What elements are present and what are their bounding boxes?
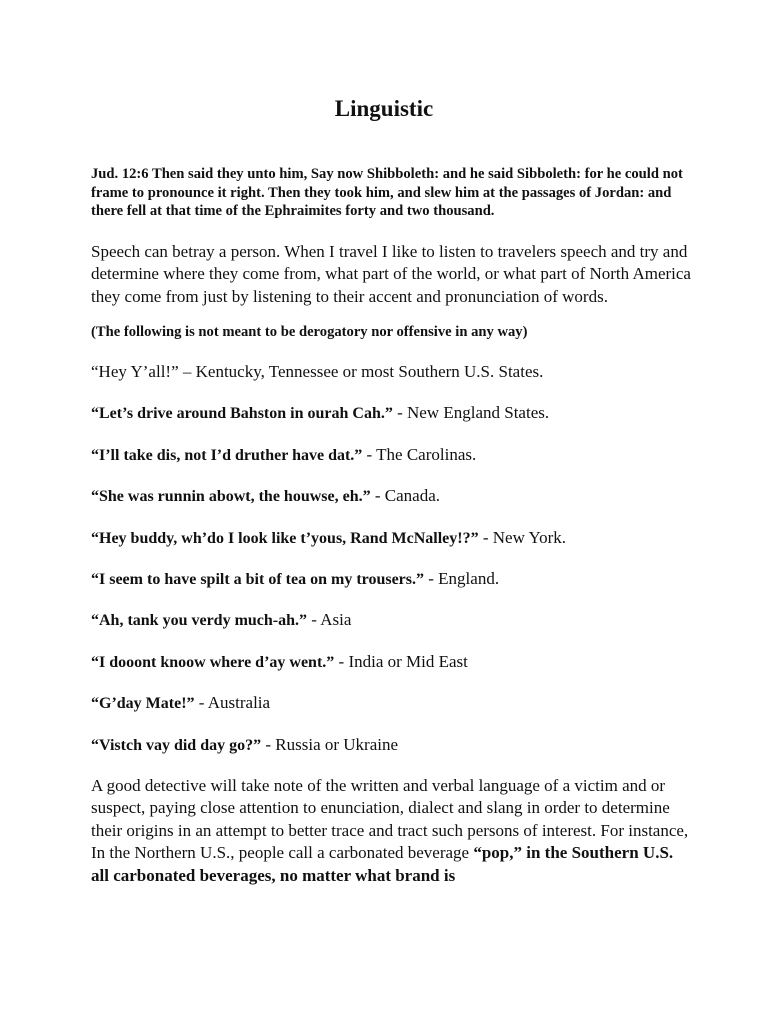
quote-text: “Hey buddy, wh’do I look like t’yous, Rand McNalley!?” [91, 529, 479, 547]
scripture-epigraph: Jud. 12:6 Then said they unto him, Say now Shibboleth: and he said Sibboleth: for he could not frame to pronounce it right. Then they took him, and slew him at the passages of Jordan: and there fell at that time of the Ephraimites forty and two thousand. [91, 166, 683, 219]
quote-item [91, 651, 691, 673]
quote-text: “She was runnin abowt, the houwse, eh.” [91, 488, 371, 506]
quote-text: “Vistch vay did day go?” [91, 736, 262, 754]
document-body [91, 165, 691, 887]
quote-region: - India or Mid East [334, 651, 468, 671]
page-title: Linguistic [334, 96, 434, 121]
quote-region: - Asia [307, 610, 352, 630]
quote-item [91, 734, 691, 756]
quote-text: “G’day Mate!” [91, 695, 195, 713]
quote-text: “Hey Y’all!” [91, 362, 179, 381]
quote-item [91, 361, 691, 383]
quote-text: “I’ll take dis, not I’d druther have dat.” [91, 446, 363, 464]
quote-item [91, 402, 691, 424]
quote-item [91, 692, 691, 714]
quote-region: - Canada. [370, 486, 440, 506]
quote-item [91, 444, 691, 466]
closing-bold-text: “pop,” in the Southern U.S. all carbonated beverages, no matter what brand is [91, 843, 674, 885]
quote-text: “I seem to have spilt a bit of tea on my trousers.” [91, 570, 425, 588]
quote-region: - England. [424, 568, 500, 588]
quote-region: - New England States. [392, 403, 550, 423]
disclaimer-note: (The following is not meant to be derogatory nor offensive in any way) [91, 324, 528, 340]
quote-item [91, 485, 691, 507]
quote-item [91, 527, 691, 549]
quote-item [91, 609, 691, 631]
quote-region: - Russia or Ukraine [261, 734, 399, 754]
intro-paragraph: Speech can betray a person. When I travel I like to listen to travelers speech and try and determine where they come from, what part of the world, or what part of North America they come from just by listening to their accent and pronunciation of words. [91, 241, 691, 306]
quote-item [91, 568, 691, 590]
quote-text: “Ah, tank you verdy much-ah.” [91, 612, 308, 630]
closing-paragraph [91, 775, 691, 888]
closing-text: A good detective will take note of the written and verbal language of a victim and or suspect, paying close attention to enunciation, dialect and slang in order to determine their origins in an attempt to better trace and tract such persons of interest. For instance, In the Northern U.S., people call a carbonated beverage [91, 775, 689, 863]
quote-region: - New York. [478, 527, 566, 547]
dialect-quote-list [91, 361, 691, 756]
quote-text: “Let’s drive around Bahston in ourah Cah.” [91, 405, 393, 423]
quote-text: “I dooont knoow where d’ay went.” [91, 653, 335, 671]
quote-region: – Kentucky, Tennessee or most Southern U.S. States. [178, 362, 544, 381]
quote-region: - The Carolinas. [362, 444, 477, 464]
quote-region: - Australia [194, 693, 271, 713]
